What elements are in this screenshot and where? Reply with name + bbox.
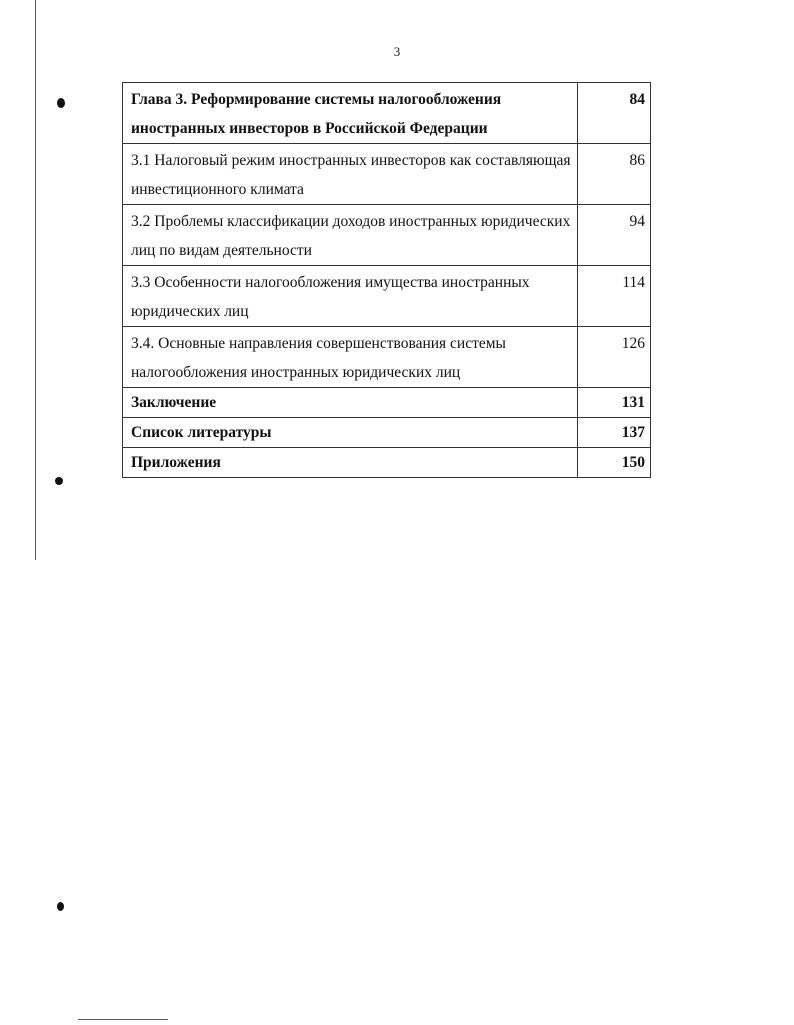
scan-margin-line <box>35 0 36 560</box>
toc-row-chapter-3[interactable] <box>123 83 651 144</box>
toc-entry-title: Заключение <box>123 388 578 418</box>
toc-row-conclusion[interactable] <box>123 388 651 418</box>
toc-entry-page: 126 <box>578 327 651 388</box>
scan-hole-mark <box>55 477 63 485</box>
table-of-contents <box>122 82 651 478</box>
toc-entry-title: 3.2 Проблемы классификации доходов иностранных юридических лиц по видам деятельности <box>123 205 578 266</box>
toc-entry-page: 150 <box>578 448 651 478</box>
toc-row-appendices[interactable] <box>123 448 651 478</box>
toc-entry-title: Глава 3. Реформирование системы налогообложения иностранных инвесторов в Российской Федерации <box>123 83 578 144</box>
toc-entry-title: 3.1 Налоговый режим иностранных инвесторов как составляющая инвестиционного климата <box>123 144 578 205</box>
toc-entry-title: Приложения <box>123 448 578 478</box>
toc-entry-title: 3.4. Основные направления совершенствования системы налогообложения иностранных юридических лиц <box>123 327 578 388</box>
toc-row-section-3-1[interactable] <box>123 144 651 205</box>
toc-row-section-3-2[interactable] <box>123 205 651 266</box>
page-number: 3 <box>393 44 401 59</box>
toc-entry-page: 94 <box>578 205 651 266</box>
toc-row-section-3-4[interactable] <box>123 327 651 388</box>
scan-bottom-line <box>78 1019 168 1020</box>
toc-row-references[interactable] <box>123 418 651 448</box>
toc-row-section-3-3[interactable] <box>123 266 651 327</box>
scan-hole-mark <box>57 902 64 911</box>
toc-entry-page: 86 <box>578 144 651 205</box>
toc-entry-page: 114 <box>578 266 651 327</box>
toc-entry-page: 137 <box>578 418 651 448</box>
toc-entry-title: 3.3 Особенности налогообложения имущества иностранных юридических лиц <box>123 266 578 327</box>
scan-hole-mark <box>57 98 65 108</box>
toc-entry-page: 84 <box>578 83 651 144</box>
toc-entry-page: 131 <box>578 388 651 418</box>
toc-entry-title: Список литературы <box>123 418 578 448</box>
